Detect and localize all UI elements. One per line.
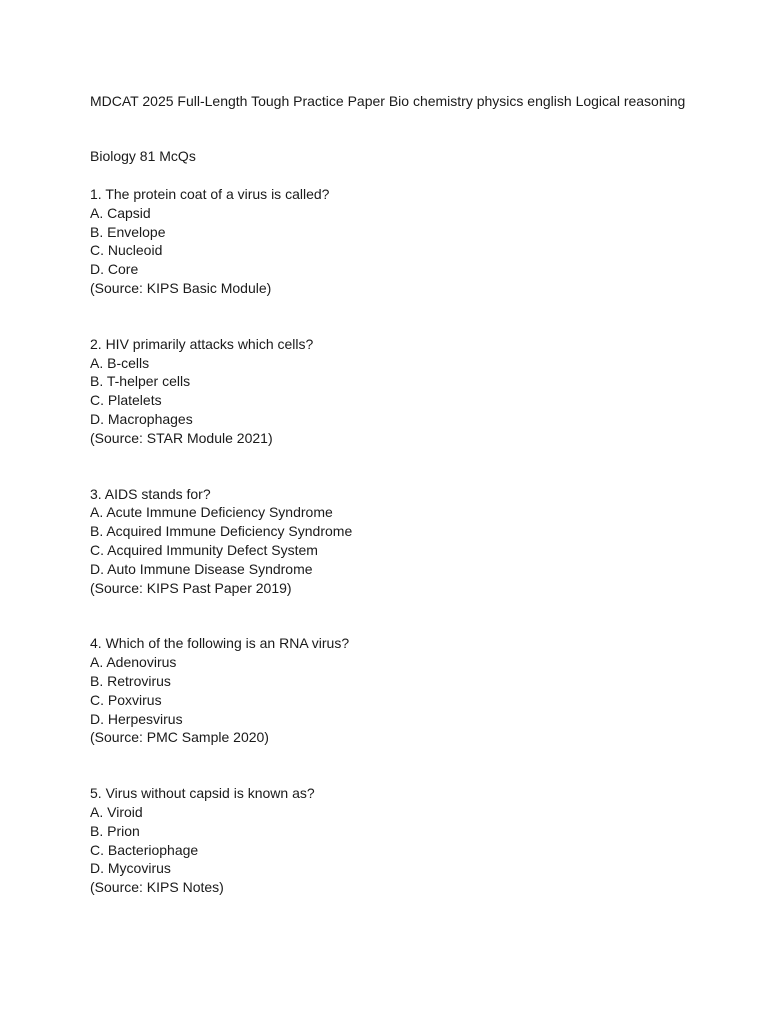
option-d: D. Auto Immune Disease Syndrome: [90, 560, 313, 577]
option-d: D. Core: [90, 261, 139, 278]
question-source: (Source: KIPS Notes): [90, 879, 224, 896]
option-a: A. Adenovirus: [90, 654, 177, 671]
question-block: [90, 634, 690, 747]
question-block: [90, 784, 690, 897]
question-text: 3. AIDS stands for?: [90, 485, 211, 502]
document-page: [90, 91, 690, 897]
option-c: C. Poxvirus: [90, 691, 162, 708]
section-heading: Biology 81 McQs: [90, 148, 196, 164]
question-block: [90, 185, 690, 298]
option-a: A. B-cells: [90, 354, 150, 371]
question-source: (Source: STAR Module 2021): [90, 429, 273, 446]
question-text: 5. Virus without capsid is known as?: [90, 785, 315, 802]
document-title: MDCAT 2025 Full-Length Tough Practice Paper Bio chemistry physics english Logical reasoning: [90, 93, 686, 109]
question-text: 2. HIV primarily attacks which cells?: [90, 335, 314, 352]
option-c: C. Nucleoid: [90, 242, 163, 259]
option-d: D. Herpesvirus: [90, 710, 183, 727]
option-c: C. Bacteriophage: [90, 841, 199, 858]
option-c: C. Platelets: [90, 392, 162, 409]
question-source: (Source: PMC Sample 2020): [90, 729, 269, 746]
option-d: D. Mycovirus: [90, 860, 171, 877]
option-c: C. Acquired Immunity Defect System: [90, 541, 318, 558]
option-d: D. Macrophages: [90, 410, 193, 427]
option-a: A. Viroid: [90, 803, 143, 820]
question-source: (Source: KIPS Basic Module): [90, 279, 272, 296]
option-b: B. T-helper cells: [90, 373, 191, 390]
option-b: B. Retrovirus: [90, 672, 171, 689]
option-a: A. Capsid: [90, 204, 151, 221]
question-block: [90, 485, 690, 598]
option-b: B. Acquired Immune Deficiency Syndrome: [90, 523, 353, 540]
question-text: 4. Which of the following is an RNA virus?: [90, 635, 350, 652]
option-a: A. Acute Immune Deficiency Syndrome: [90, 504, 333, 521]
question-block: [90, 335, 690, 448]
question-source: (Source: KIPS Past Paper 2019): [90, 579, 292, 596]
option-b: B. Envelope: [90, 223, 166, 240]
option-b: B. Prion: [90, 822, 140, 839]
question-text: 1. The protein coat of a virus is called?: [90, 186, 330, 202]
